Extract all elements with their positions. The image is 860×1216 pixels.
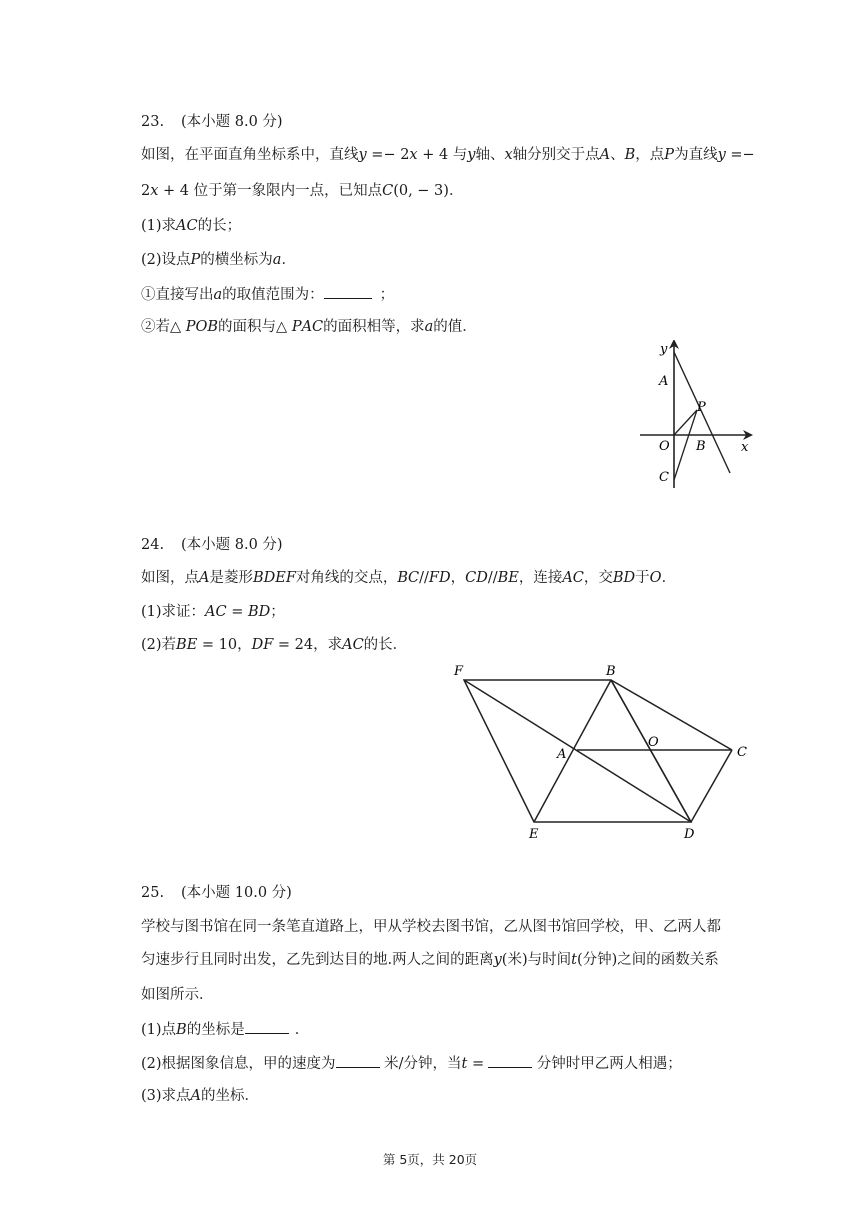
q25-part-2-prefix: (2)根据图象信息，甲的速度为 — [141, 1056, 336, 1072]
q25-text-line-1: 学校与图书馆在同一条笔直道路上，甲从学校去图书馆，乙从图书馆回学校，甲、乙两人都 — [141, 919, 721, 935]
label-a: A — [659, 374, 669, 389]
question-score: (本小题 10.0 分) — [181, 885, 292, 901]
q25-part-2 — [141, 1053, 682, 1074]
q24-text-line-1: 如图，点𝐴是菱形𝐵𝐷𝐸𝐹对角线的交点，𝐵𝐶//𝐹𝐷，𝐶𝐷//𝐵𝐸，连接𝐴𝐶，交𝐵𝐷于𝑂． — [141, 570, 677, 586]
q24-rhombus-figure — [450, 660, 760, 845]
question-25-header — [141, 883, 292, 903]
question-24-header — [141, 535, 283, 555]
q23-sub-1-prefix: ①直接写出𝑎的取值范围为： — [141, 287, 324, 303]
q25-text-line-3: 如图所示． — [141, 987, 214, 1003]
page-footer: 第 5页，共 20页 — [382, 1152, 478, 1167]
q23-sub-1 — [141, 284, 394, 305]
q23-sub-2: ②若△ 𝑃𝑂𝐵的面积与△ 𝑃𝐴𝐶的面积相等，求𝑎的值． — [141, 319, 477, 335]
label-o: O — [648, 735, 659, 750]
question-number: 25. — [141, 885, 165, 901]
q25-part-2-mid: 米/分钟，当𝑡 = — [379, 1056, 485, 1072]
q23-text-line-1: 如图，在平面直角坐标系中，直线𝑦 =− 2𝑥 + 4 与𝑦轴、𝑥轴分别交于点𝐴、𝐵，点𝑃为直线𝑦 =− — [141, 147, 755, 163]
label-e: E — [529, 827, 539, 842]
segment-cd — [691, 750, 732, 822]
label-o: O — [659, 439, 670, 454]
q23-text-line-2: 2𝑥 + 4 位于第一象限内一点，已知点𝐶(0, − 3)． — [141, 183, 464, 199]
label-b: B — [606, 664, 616, 679]
segment-bd — [611, 680, 691, 822]
q23-sub-1-suffix: ； — [379, 287, 395, 303]
q23-part-2: (2)设点𝑃的横坐标为𝑎． — [141, 252, 296, 268]
q24-part-1: (1)求证：𝐴𝐶 = 𝐵𝐷； — [141, 604, 285, 620]
diagonal-fd — [464, 680, 691, 822]
label-a: A — [557, 747, 567, 762]
label-f: F — [454, 664, 464, 679]
question-number: 24. — [141, 537, 165, 553]
question-score: (本小题 8.0 分) — [181, 114, 283, 130]
segment-bc — [611, 680, 732, 750]
q25-part-1-suffix: ． — [294, 1022, 310, 1038]
q25-part-3: (3)求点𝐴的坐标． — [141, 1088, 260, 1104]
q23-coordinate-figure — [640, 340, 755, 490]
answer-blank — [336, 1053, 380, 1068]
answer-blank — [245, 1019, 289, 1034]
q25-text-line-2: 匀速步行且同时出发，乙先到达目的地.两人之间的距离𝑦(米)与时间𝑡(分钟)之间的函数关系 — [141, 952, 719, 968]
answer-blank — [488, 1053, 532, 1068]
q24-part-2: (2)若𝐵𝐸 = 10，𝐷𝐹 = 24，求𝐴𝐶的长． — [141, 637, 408, 653]
q25-part-2-suffix: 分钟时甲乙两人相遇； — [532, 1056, 682, 1072]
label-c: C — [737, 745, 747, 760]
label-p: P — [697, 400, 706, 415]
answer-blank — [324, 284, 372, 299]
label-c: C — [659, 470, 669, 485]
label-y: y — [660, 342, 668, 357]
q25-part-1-prefix: (1)点𝐵的坐标是 — [141, 1022, 245, 1038]
label-x: x — [741, 440, 749, 455]
q25-part-1 — [141, 1019, 309, 1040]
question-23-header — [141, 112, 283, 132]
label-b: B — [696, 439, 706, 454]
segment-pc — [674, 410, 697, 480]
diagonal-be — [534, 680, 611, 822]
question-number: 23. — [141, 114, 165, 130]
q23-part-1: (1)求𝐴𝐶的长； — [141, 218, 242, 234]
label-d: D — [684, 827, 695, 842]
question-score: (本小题 8.0 分) — [181, 537, 283, 553]
